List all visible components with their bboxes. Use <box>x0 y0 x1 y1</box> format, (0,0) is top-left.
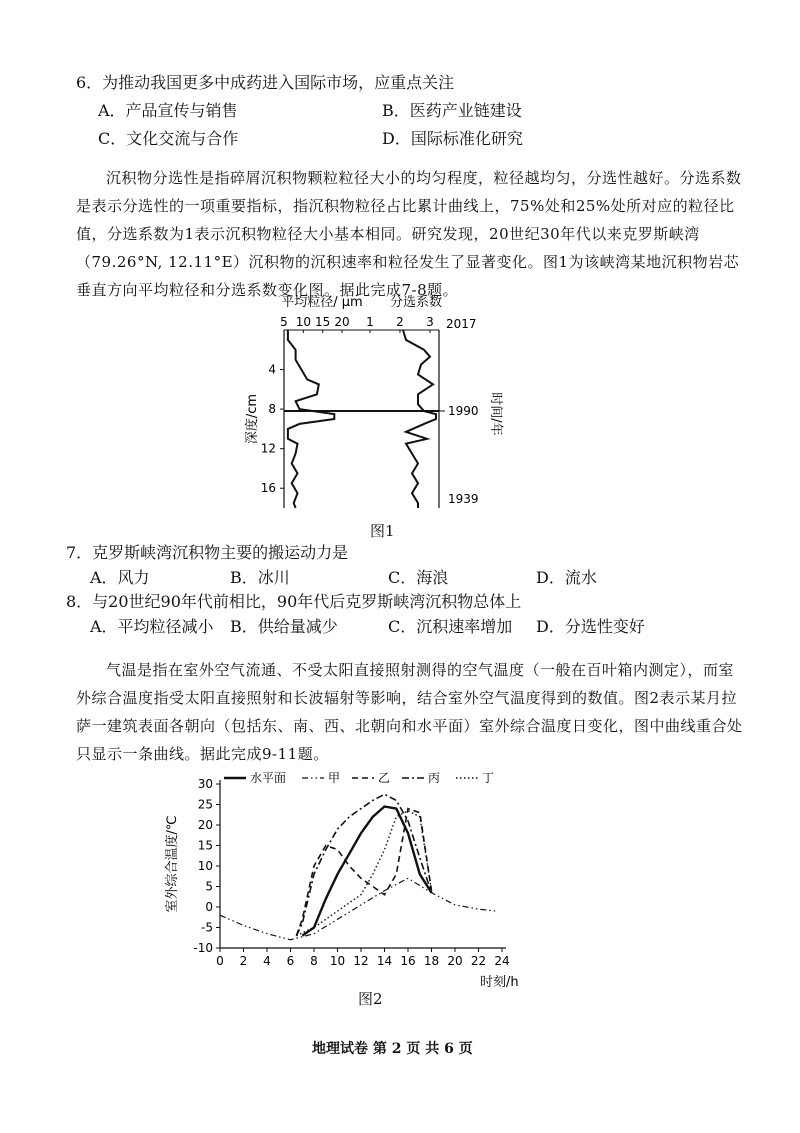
y-tick-label: 5 <box>205 879 213 894</box>
year-1990-label: 1990 <box>448 404 479 418</box>
depth-tick-label: 8 <box>268 402 276 417</box>
x-tick-label: 20 <box>447 954 463 968</box>
x-tick-label: 22 <box>470 954 487 968</box>
page-footer: 地理试卷 第 2 页 共 6 页 <box>312 1041 473 1057</box>
q6-option-c: C．文化交流与合作 <box>98 129 239 148</box>
grain-tick-label: 5 <box>280 315 288 329</box>
q8-stem: 8．与20世纪90年代前相比，90年代后克罗斯峡湾沉积物总体上 <box>66 592 522 611</box>
sort-tick-label: 3 <box>426 315 434 329</box>
grain-tick-label: 10 <box>295 315 311 329</box>
y-tick-label: 15 <box>197 838 213 853</box>
x-tick-label: 12 <box>353 954 369 968</box>
legend-label: 甲 <box>328 771 341 785</box>
figure-1-caption: 图1 <box>370 522 395 540</box>
sort-axis-label: 分选系数 <box>389 295 443 310</box>
q8-option-d: D．分选性变好 <box>536 617 645 636</box>
temperature-axis-label: 室外综合温度/℃ <box>165 815 180 913</box>
x-tick-label: 4 <box>263 954 271 968</box>
q7-option-b: B．冰川 <box>230 568 290 587</box>
legend-label: 丙 <box>428 771 441 785</box>
x-tick-label: 6 <box>286 954 295 968</box>
q6-option-b: B．医药产业链建设 <box>382 101 522 120</box>
series-line-甲 <box>220 878 496 940</box>
grain-size-line <box>288 330 334 508</box>
x-tick-label: 2 <box>239 954 248 968</box>
sorting-coefficient-line <box>403 330 436 508</box>
y-tick-label: -5 <box>201 920 213 935</box>
q6-option-d: D．国际标准化研究 <box>382 129 523 148</box>
depth-tick-label: 12 <box>260 441 276 456</box>
depth-tick-label: 4 <box>268 362 276 377</box>
y-tick-label: 25 <box>197 797 213 812</box>
q7-stem: 7．克罗斯峡湾沉积物主要的搬运动力是 <box>66 543 349 562</box>
series-line-水平面 <box>302 807 431 936</box>
passage-sediment: 沉积物分选性是指碎屑沉积物颗粒粒径大小的均匀程度，粒径越均匀，分选性越好。分选系数是表示分选性的一项重要指标，指沉积物粒径占比累计曲线上，75%处和25%处所对应的粒径比值，分选系数为1表示沉积物粒径大小基本相同。研究发现，20世纪30年代以来克罗斯峡湾（79.26°N, 12.11°E）沉积物的沉积速率和粒径发生了显著变化。图1为该峡湾某地沉积物岩芯垂直方向平均粒径和分选系数变化图。据此完成7-8题。 <box>76 169 742 299</box>
figure-1-chart <box>240 288 520 544</box>
grain-axis-label: 平均粒径/ μm <box>281 295 363 310</box>
year-1939-label: 1939 <box>448 492 479 506</box>
x-tick-label: 8 <box>310 954 318 968</box>
x-tick-label: 14 <box>376 954 393 968</box>
q8-option-c: C．沉积速率增加 <box>388 617 513 636</box>
y-tick-label: 0 <box>205 900 213 914</box>
series-line-丙 <box>296 794 431 935</box>
x-tick-label: 16 <box>400 954 416 968</box>
legend-label: 乙 <box>378 771 391 785</box>
depth-axis-label: 深度/cm <box>245 393 260 445</box>
time-axis-label: 时间/年 <box>488 392 503 436</box>
q8-option-a: A．平均粒径减小 <box>90 617 214 636</box>
x-tick-label: 18 <box>423 954 440 968</box>
q7-option-d: D．流水 <box>536 568 597 587</box>
q8-option-b: B．供给量减少 <box>230 617 338 636</box>
sort-tick-label: 1 <box>366 315 374 329</box>
depth-tick-label: 16 <box>260 481 276 496</box>
q7-option-c: C．海浪 <box>388 568 449 587</box>
passage-temperature: 气温是指在室外空气流通、不受太阳直接照射测得的空气温度（一般在百叶箱内测定），而室外综合温度指受太阳直接照射和长波辐射等影响，结合室外空气温度得到的数值。图2表示某月拉萨一建筑表面各朝向（包括东、南、西、北朝向和水平面）室外综合温度日变化，图中曲线重合处只显示一条曲线。据此完成9-11题。 <box>76 661 743 763</box>
year-2017-label: 2017 <box>446 317 477 331</box>
x-tick-label: 24 <box>494 954 510 968</box>
y-tick-label: 10 <box>197 859 213 873</box>
legend-label: 丁 <box>482 771 495 785</box>
q7-option-a: A．风力 <box>90 568 150 587</box>
grain-tick-label: 15 <box>315 315 331 329</box>
grain-tick-label: 20 <box>334 315 350 329</box>
x-tick-label: 10 <box>329 954 346 968</box>
sort-tick-label: 2 <box>396 315 404 329</box>
q6-option-a: A．产品宣传与销售 <box>98 101 238 120</box>
time-axis-label-fig2: 时刻/h <box>480 975 519 990</box>
x-tick-label: 0 <box>216 954 224 968</box>
y-tick-label: 20 <box>197 818 213 832</box>
y-tick-label: 30 <box>197 777 213 791</box>
y-tick-label: -10 <box>193 941 213 955</box>
legend-label: 水平面 <box>250 771 287 785</box>
q6-stem: 6．为推动我国更多中成药进入国际市场，应重点关注 <box>76 73 455 92</box>
figure-2-chart <box>160 768 540 993</box>
figure-2-caption: 图2 <box>358 990 383 1008</box>
